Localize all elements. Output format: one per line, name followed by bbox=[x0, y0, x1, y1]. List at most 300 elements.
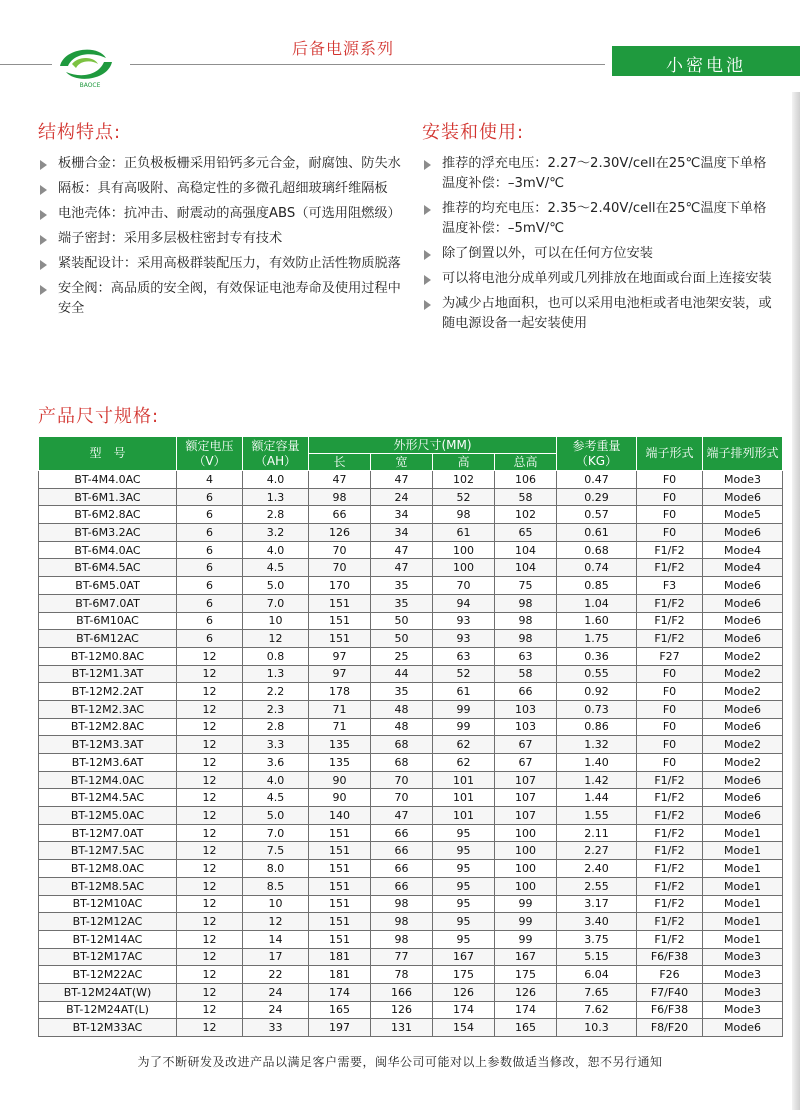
cell-width: 68 bbox=[371, 754, 433, 772]
cell-width: 50 bbox=[371, 630, 433, 648]
cell-capacity: 2.3 bbox=[243, 700, 309, 718]
cell-terminal: F1/F2 bbox=[637, 877, 703, 895]
cell-length: 70 bbox=[309, 559, 371, 577]
cell-voltage: 6 bbox=[177, 612, 243, 630]
col-header-terminal: 端子形式 bbox=[637, 437, 703, 471]
cell-model: BT-6M12AC bbox=[39, 630, 177, 648]
cell-length: 151 bbox=[309, 913, 371, 931]
cell-layout: Mode6 bbox=[703, 1019, 783, 1037]
table-row bbox=[39, 612, 783, 630]
table-row bbox=[39, 807, 783, 825]
cell-voltage: 12 bbox=[177, 647, 243, 665]
cell-total-height: 67 bbox=[495, 754, 557, 772]
cell-width: 70 bbox=[371, 789, 433, 807]
cell-total-height: 103 bbox=[495, 700, 557, 718]
cell-length: 181 bbox=[309, 966, 371, 984]
cell-terminal: F1/F2 bbox=[637, 559, 703, 577]
cell-total-height: 65 bbox=[495, 524, 557, 542]
cell-weight: 0.92 bbox=[557, 683, 637, 701]
cell-terminal: F1/F2 bbox=[637, 930, 703, 948]
cell-height: 94 bbox=[433, 594, 495, 612]
cell-capacity: 17 bbox=[243, 948, 309, 966]
logo-wordmark: BAOCE bbox=[79, 82, 101, 88]
cell-total-height: 63 bbox=[495, 647, 557, 665]
cell-capacity: 10 bbox=[243, 612, 309, 630]
col-header-capacity: 额定容量（AH） bbox=[243, 437, 309, 471]
table-row bbox=[39, 683, 783, 701]
cell-terminal: F1/F2 bbox=[637, 630, 703, 648]
install-item: 推荐的浮充电压：2.27～2.30V/cell在25℃温度下单格温度补偿：–3mV/℃ bbox=[422, 154, 778, 194]
cell-terminal: F1/F2 bbox=[637, 895, 703, 913]
cell-length: 151 bbox=[309, 842, 371, 860]
cell-terminal: F0 bbox=[637, 718, 703, 736]
cell-layout: Mode6 bbox=[703, 630, 783, 648]
cell-height: 95 bbox=[433, 930, 495, 948]
cell-terminal: F1/F2 bbox=[637, 860, 703, 878]
cell-width: 126 bbox=[371, 1001, 433, 1019]
col-header-voltage: 额定电压（V） bbox=[177, 437, 243, 471]
cell-model: BT-6M4.5AC bbox=[39, 559, 177, 577]
cell-length: 71 bbox=[309, 718, 371, 736]
cell-capacity: 0.8 bbox=[243, 647, 309, 665]
cell-weight: 1.55 bbox=[557, 807, 637, 825]
cell-height: 98 bbox=[433, 506, 495, 524]
cell-voltage: 12 bbox=[177, 718, 243, 736]
cell-model: BT-4M4.0AC bbox=[39, 471, 177, 489]
triangle-bullet-icon bbox=[40, 160, 47, 170]
page-header bbox=[0, 0, 800, 90]
cell-total-height: 103 bbox=[495, 718, 557, 736]
cell-total-height: 66 bbox=[495, 683, 557, 701]
cell-length: 135 bbox=[309, 754, 371, 772]
cell-voltage: 12 bbox=[177, 895, 243, 913]
cell-height: 174 bbox=[433, 1001, 495, 1019]
cell-voltage: 6 bbox=[177, 630, 243, 648]
structure-heading: 结构特点: bbox=[38, 122, 122, 143]
cell-height: 99 bbox=[433, 718, 495, 736]
cell-weight: 0.61 bbox=[557, 524, 637, 542]
cell-terminal: F1/F2 bbox=[637, 594, 703, 612]
cell-voltage: 12 bbox=[177, 683, 243, 701]
cell-terminal: F6/F38 bbox=[637, 948, 703, 966]
cell-terminal: F0 bbox=[637, 488, 703, 506]
cell-total-height: 100 bbox=[495, 842, 557, 860]
cell-model: BT-12M4.5AC bbox=[39, 789, 177, 807]
cell-height: 95 bbox=[433, 824, 495, 842]
cell-total-height: 106 bbox=[495, 471, 557, 489]
cell-width: 35 bbox=[371, 577, 433, 595]
cell-width: 78 bbox=[371, 966, 433, 984]
cell-model: BT-6M1.3AC bbox=[39, 488, 177, 506]
cell-model: BT-12M7.0AT bbox=[39, 824, 177, 842]
cell-layout: Mode4 bbox=[703, 541, 783, 559]
cell-total-height: 100 bbox=[495, 824, 557, 842]
cell-voltage: 6 bbox=[177, 541, 243, 559]
category-tab bbox=[612, 46, 800, 76]
cell-layout: Mode1 bbox=[703, 895, 783, 913]
cell-layout: Mode6 bbox=[703, 718, 783, 736]
cell-layout: Mode1 bbox=[703, 930, 783, 948]
cell-length: 151 bbox=[309, 877, 371, 895]
triangle-bullet-icon bbox=[424, 300, 431, 310]
cell-layout: Mode2 bbox=[703, 665, 783, 683]
cell-weight: 1.60 bbox=[557, 612, 637, 630]
cell-layout: Mode3 bbox=[703, 948, 783, 966]
table-row bbox=[39, 577, 783, 595]
series-title: 后备电源系列 bbox=[292, 39, 395, 58]
cell-total-height: 104 bbox=[495, 541, 557, 559]
cell-voltage: 6 bbox=[177, 577, 243, 595]
cell-capacity: 2.8 bbox=[243, 506, 309, 524]
category-tab-label: 小密电池 bbox=[666, 56, 746, 76]
cell-terminal: F0 bbox=[637, 524, 703, 542]
cell-model: BT-6M2.8AC bbox=[39, 506, 177, 524]
cell-capacity: 10 bbox=[243, 895, 309, 913]
cell-length: 151 bbox=[309, 630, 371, 648]
cell-model: BT-12M7.5AC bbox=[39, 842, 177, 860]
company-logo bbox=[54, 40, 126, 88]
structure-item: 紧装配设计：采用高极群装配压力，有效防止活性物质脱落 bbox=[38, 254, 410, 274]
cell-voltage: 6 bbox=[177, 594, 243, 612]
cell-weight: 0.47 bbox=[557, 471, 637, 489]
cell-voltage: 12 bbox=[177, 842, 243, 860]
cell-terminal: F1/F2 bbox=[637, 612, 703, 630]
cell-model: BT-12M3.6AT bbox=[39, 754, 177, 772]
cell-capacity: 5.0 bbox=[243, 577, 309, 595]
cell-model: BT-12M4.0AC bbox=[39, 771, 177, 789]
cell-capacity: 2.8 bbox=[243, 718, 309, 736]
cell-layout: Mode6 bbox=[703, 488, 783, 506]
table-row bbox=[39, 930, 783, 948]
cell-height: 70 bbox=[433, 577, 495, 595]
table-row bbox=[39, 966, 783, 984]
cell-voltage: 12 bbox=[177, 860, 243, 878]
table-row bbox=[39, 630, 783, 648]
cell-voltage: 12 bbox=[177, 930, 243, 948]
col-header-height: 高 bbox=[433, 454, 495, 471]
cell-width: 98 bbox=[371, 895, 433, 913]
cell-width: 66 bbox=[371, 842, 433, 860]
structure-item: 安全阀：高品质的安全阀，有效保证电池寿命及使用过程中安全 bbox=[38, 279, 410, 319]
cell-total-height: 100 bbox=[495, 877, 557, 895]
table-row bbox=[39, 754, 783, 772]
cell-terminal: F1/F2 bbox=[637, 842, 703, 860]
cell-model: BT-12M24AT(L) bbox=[39, 1001, 177, 1019]
cell-capacity: 3.3 bbox=[243, 736, 309, 754]
cell-layout: Mode6 bbox=[703, 594, 783, 612]
cell-length: 71 bbox=[309, 700, 371, 718]
cell-voltage: 12 bbox=[177, 983, 243, 1001]
cell-weight: 1.32 bbox=[557, 736, 637, 754]
cell-weight: 6.04 bbox=[557, 966, 637, 984]
cell-length: 98 bbox=[309, 488, 371, 506]
table-row bbox=[39, 824, 783, 842]
cell-model: BT-12M24AT(W) bbox=[39, 983, 177, 1001]
cell-terminal: F27 bbox=[637, 647, 703, 665]
cell-length: 151 bbox=[309, 594, 371, 612]
cell-terminal: F0 bbox=[637, 736, 703, 754]
cell-weight: 0.36 bbox=[557, 647, 637, 665]
cell-capacity: 7.0 bbox=[243, 594, 309, 612]
triangle-bullet-icon bbox=[40, 235, 47, 245]
cell-width: 98 bbox=[371, 913, 433, 931]
cell-terminal: F0 bbox=[637, 471, 703, 489]
cell-capacity: 4.0 bbox=[243, 771, 309, 789]
cell-capacity: 22 bbox=[243, 966, 309, 984]
cell-layout: Mode1 bbox=[703, 824, 783, 842]
cell-capacity: 12 bbox=[243, 630, 309, 648]
cell-layout: Mode6 bbox=[703, 700, 783, 718]
cell-length: 151 bbox=[309, 895, 371, 913]
cell-total-height: 98 bbox=[495, 630, 557, 648]
cell-weight: 0.57 bbox=[557, 506, 637, 524]
cell-capacity: 8.5 bbox=[243, 877, 309, 895]
cell-capacity: 3.2 bbox=[243, 524, 309, 542]
cell-model: BT-12M2.8AC bbox=[39, 718, 177, 736]
structure-item: 板栅合金：正负极板栅采用铅钙多元合金，耐腐蚀、防失水 bbox=[38, 154, 410, 174]
table-row bbox=[39, 718, 783, 736]
col-header-weight: 参考重量（KG） bbox=[557, 437, 637, 471]
cell-height: 93 bbox=[433, 630, 495, 648]
cell-weight: 0.55 bbox=[557, 665, 637, 683]
install-heading: 安装和使用: bbox=[422, 122, 525, 143]
cell-voltage: 12 bbox=[177, 966, 243, 984]
cell-weight: 3.75 bbox=[557, 930, 637, 948]
cell-weight: 1.75 bbox=[557, 630, 637, 648]
table-row bbox=[39, 771, 783, 789]
cell-voltage: 12 bbox=[177, 913, 243, 931]
cell-terminal: F0 bbox=[637, 700, 703, 718]
cell-height: 100 bbox=[433, 541, 495, 559]
cell-length: 126 bbox=[309, 524, 371, 542]
cell-total-height: 107 bbox=[495, 771, 557, 789]
structure-item: 隔板：具有高吸附、高稳定性的多微孔超细玻璃纤维隔板 bbox=[38, 179, 410, 199]
cell-weight: 3.17 bbox=[557, 895, 637, 913]
table-header-row bbox=[39, 437, 783, 454]
cell-layout: Mode1 bbox=[703, 913, 783, 931]
cell-width: 44 bbox=[371, 665, 433, 683]
cell-height: 154 bbox=[433, 1019, 495, 1037]
header-rule-middle bbox=[130, 64, 605, 65]
cell-weight: 0.86 bbox=[557, 718, 637, 736]
cell-layout: Mode3 bbox=[703, 471, 783, 489]
cell-width: 34 bbox=[371, 524, 433, 542]
cell-model: BT-12M33AC bbox=[39, 1019, 177, 1037]
cell-layout: Mode2 bbox=[703, 736, 783, 754]
cell-layout: Mode2 bbox=[703, 647, 783, 665]
cell-terminal: F8/F20 bbox=[637, 1019, 703, 1037]
cell-width: 48 bbox=[371, 700, 433, 718]
cell-width: 66 bbox=[371, 877, 433, 895]
table-row bbox=[39, 665, 783, 683]
cell-voltage: 12 bbox=[177, 700, 243, 718]
cell-length: 181 bbox=[309, 948, 371, 966]
cell-height: 62 bbox=[433, 754, 495, 772]
cell-model: BT-12M2.3AC bbox=[39, 700, 177, 718]
cell-voltage: 12 bbox=[177, 877, 243, 895]
cell-weight: 2.27 bbox=[557, 842, 637, 860]
cell-terminal: F0 bbox=[637, 665, 703, 683]
cell-total-height: 175 bbox=[495, 966, 557, 984]
table-row bbox=[39, 594, 783, 612]
cell-total-height: 167 bbox=[495, 948, 557, 966]
cell-weight: 1.40 bbox=[557, 754, 637, 772]
cell-model: BT-12M5.0AC bbox=[39, 807, 177, 825]
cell-model: BT-12M10AC bbox=[39, 895, 177, 913]
footer-note: 为了不断研发及改进产品以满足客户需要，闽华公司可能对以上参数做适当修改，恕不另行通知 bbox=[137, 1055, 663, 1069]
cell-height: 175 bbox=[433, 966, 495, 984]
cell-length: 151 bbox=[309, 824, 371, 842]
table-row bbox=[39, 789, 783, 807]
cell-model: BT-6M3.2AC bbox=[39, 524, 177, 542]
structure-feature-list bbox=[38, 154, 410, 324]
cell-height: 99 bbox=[433, 700, 495, 718]
cell-height: 93 bbox=[433, 612, 495, 630]
cell-model: BT-12M17AC bbox=[39, 948, 177, 966]
cell-terminal: F1/F2 bbox=[637, 913, 703, 931]
cell-height: 61 bbox=[433, 683, 495, 701]
cell-terminal: F6/F38 bbox=[637, 1001, 703, 1019]
install-item: 除了倒置以外，可以在任何方位安装 bbox=[422, 244, 778, 264]
cell-height: 101 bbox=[433, 789, 495, 807]
page-edge-shadow bbox=[792, 92, 800, 1110]
cell-height: 101 bbox=[433, 807, 495, 825]
table-row bbox=[39, 647, 783, 665]
cell-model: BT-6M5.0AT bbox=[39, 577, 177, 595]
cell-model: BT-6M4.0AC bbox=[39, 541, 177, 559]
cell-weight: 7.65 bbox=[557, 983, 637, 1001]
cell-voltage: 6 bbox=[177, 488, 243, 506]
cell-capacity: 5.0 bbox=[243, 807, 309, 825]
cell-width: 47 bbox=[371, 559, 433, 577]
cell-total-height: 107 bbox=[495, 789, 557, 807]
triangle-bullet-icon bbox=[40, 210, 47, 220]
table-row bbox=[39, 541, 783, 559]
cell-total-height: 174 bbox=[495, 1001, 557, 1019]
structure-item: 端子密封：采用多层极柱密封专有技术 bbox=[38, 229, 410, 249]
cell-height: 126 bbox=[433, 983, 495, 1001]
cell-height: 95 bbox=[433, 895, 495, 913]
cell-length: 174 bbox=[309, 983, 371, 1001]
triangle-bullet-icon bbox=[424, 160, 431, 170]
cell-layout: Mode6 bbox=[703, 771, 783, 789]
cell-total-height: 104 bbox=[495, 559, 557, 577]
cell-voltage: 12 bbox=[177, 665, 243, 683]
cell-layout: Mode6 bbox=[703, 807, 783, 825]
triangle-bullet-icon bbox=[40, 260, 47, 270]
cell-model: BT-12M14AC bbox=[39, 930, 177, 948]
cell-capacity: 1.3 bbox=[243, 488, 309, 506]
cell-total-height: 99 bbox=[495, 930, 557, 948]
cell-layout: Mode1 bbox=[703, 860, 783, 878]
cell-capacity: 8.0 bbox=[243, 860, 309, 878]
cell-length: 151 bbox=[309, 612, 371, 630]
cell-model: BT-12M8.0AC bbox=[39, 860, 177, 878]
cell-weight: 1.42 bbox=[557, 771, 637, 789]
cell-length: 140 bbox=[309, 807, 371, 825]
cell-layout: Mode1 bbox=[703, 842, 783, 860]
cell-model: BT-6M10AC bbox=[39, 612, 177, 630]
table-row bbox=[39, 471, 783, 489]
cell-voltage: 12 bbox=[177, 1019, 243, 1037]
cell-capacity: 4.5 bbox=[243, 789, 309, 807]
cell-layout: Mode1 bbox=[703, 877, 783, 895]
cell-model: BT-12M8.5AC bbox=[39, 877, 177, 895]
cell-model: BT-6M7.0AT bbox=[39, 594, 177, 612]
table-row bbox=[39, 913, 783, 931]
cell-capacity: 4.5 bbox=[243, 559, 309, 577]
cell-height: 95 bbox=[433, 860, 495, 878]
cell-capacity: 33 bbox=[243, 1019, 309, 1037]
cell-weight: 10.3 bbox=[557, 1019, 637, 1037]
cell-length: 151 bbox=[309, 860, 371, 878]
cell-voltage: 12 bbox=[177, 824, 243, 842]
cell-layout: Mode6 bbox=[703, 524, 783, 542]
table-row bbox=[39, 1001, 783, 1019]
install-feature-list bbox=[422, 154, 778, 339]
cell-length: 178 bbox=[309, 683, 371, 701]
cell-model: BT-12M3.3AT bbox=[39, 736, 177, 754]
install-item: 推荐的均充电压：2.35～2.40V/cell在25℃温度下单格温度补偿：–5mV/℃ bbox=[422, 199, 778, 239]
cell-width: 166 bbox=[371, 983, 433, 1001]
cell-height: 167 bbox=[433, 948, 495, 966]
cell-width: 66 bbox=[371, 824, 433, 842]
table-row bbox=[39, 877, 783, 895]
cell-weight: 1.44 bbox=[557, 789, 637, 807]
cell-terminal: F0 bbox=[637, 506, 703, 524]
cell-total-height: 165 bbox=[495, 1019, 557, 1037]
cell-voltage: 12 bbox=[177, 754, 243, 772]
cell-width: 50 bbox=[371, 612, 433, 630]
cell-height: 100 bbox=[433, 559, 495, 577]
table-row bbox=[39, 559, 783, 577]
install-item: 可以将电池分成单列或几列排放在地面或台面上连接安装 bbox=[422, 269, 778, 289]
cell-terminal: F3 bbox=[637, 577, 703, 595]
table-row bbox=[39, 524, 783, 542]
cell-width: 70 bbox=[371, 771, 433, 789]
table-row bbox=[39, 895, 783, 913]
cell-capacity: 7.5 bbox=[243, 842, 309, 860]
table-row bbox=[39, 842, 783, 860]
cell-width: 35 bbox=[371, 594, 433, 612]
cell-capacity: 4.0 bbox=[243, 471, 309, 489]
cell-model: BT-12M22AC bbox=[39, 966, 177, 984]
cell-voltage: 6 bbox=[177, 524, 243, 542]
cell-model: BT-12M12AC bbox=[39, 913, 177, 931]
triangle-bullet-icon bbox=[424, 275, 431, 285]
cell-layout: Mode3 bbox=[703, 966, 783, 984]
cell-capacity: 2.2 bbox=[243, 683, 309, 701]
cell-layout: Mode6 bbox=[703, 789, 783, 807]
cell-length: 151 bbox=[309, 930, 371, 948]
cell-terminal: F1/F2 bbox=[637, 541, 703, 559]
cell-height: 95 bbox=[433, 842, 495, 860]
cell-layout: Mode4 bbox=[703, 559, 783, 577]
cell-length: 47 bbox=[309, 471, 371, 489]
cell-model: BT-12M1.3AT bbox=[39, 665, 177, 683]
cell-capacity: 3.6 bbox=[243, 754, 309, 772]
cell-width: 98 bbox=[371, 930, 433, 948]
cell-weight: 0.74 bbox=[557, 559, 637, 577]
install-item: 为减少占地面积，也可以采用电池柜或者电池架安装，或随电源设备一起安装使用 bbox=[422, 294, 778, 334]
triangle-bullet-icon bbox=[424, 205, 431, 215]
cell-length: 90 bbox=[309, 771, 371, 789]
col-header-total-height: 总高 bbox=[495, 454, 557, 471]
cell-length: 97 bbox=[309, 665, 371, 683]
cell-width: 47 bbox=[371, 471, 433, 489]
cell-height: 102 bbox=[433, 471, 495, 489]
cell-weight: 0.29 bbox=[557, 488, 637, 506]
